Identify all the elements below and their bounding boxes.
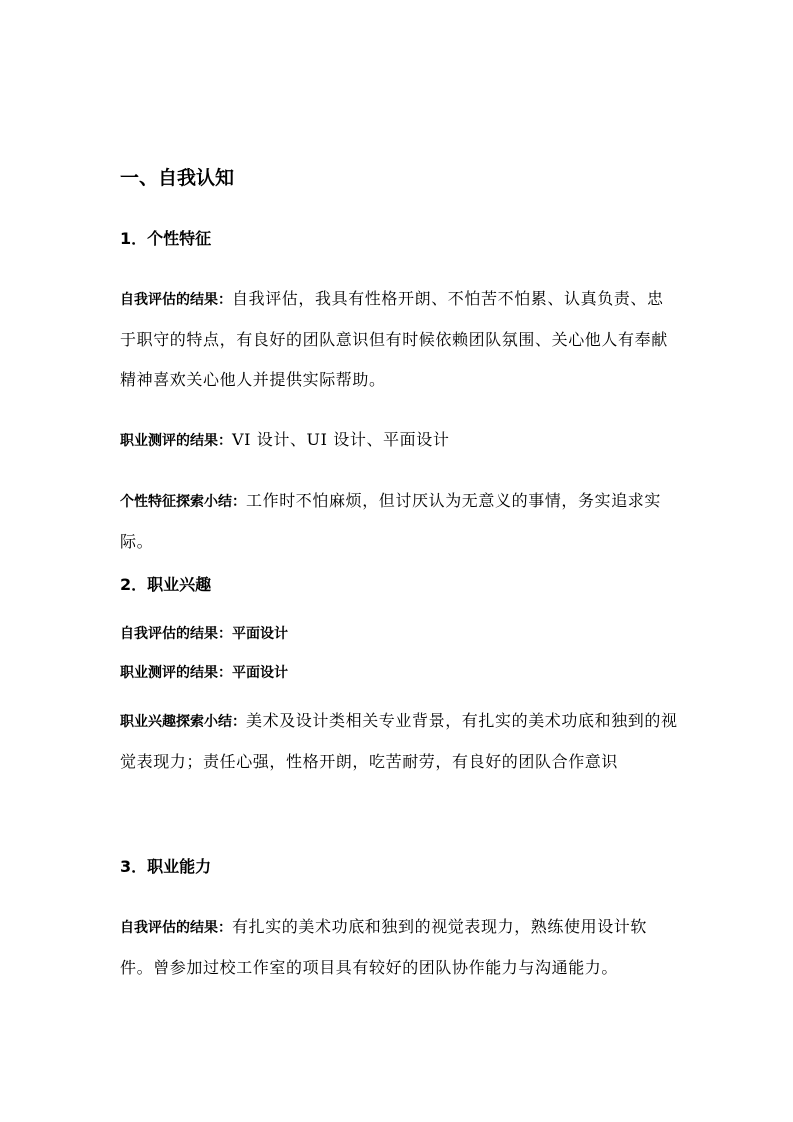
paragraph-self-assessment xyxy=(120,279,680,400)
paragraph-text: VI 设计、UI 设计、平面设计 xyxy=(232,430,450,449)
paragraph-label: 职业测评的结果： xyxy=(120,433,232,449)
section-heading: 一、自我认知 xyxy=(120,167,235,189)
line-value: 平面设计 xyxy=(232,665,288,681)
subsection-heading-interest: 2．职业兴趣 xyxy=(120,575,212,594)
paragraph-interest-summary xyxy=(120,701,680,782)
paragraph-career-test xyxy=(120,420,680,461)
subsection-heading-ability: 3．职业能力 xyxy=(120,857,212,876)
line-label: 自我评估的结果： xyxy=(120,626,232,642)
line-self-assessment xyxy=(120,622,680,646)
line-label: 职业测评的结果： xyxy=(120,665,232,681)
line-career-test xyxy=(120,661,680,685)
paragraph-label: 个性特征探索小结： xyxy=(120,494,246,510)
paragraph-text: 美术及设计类相关专业背景，有扎实的美术功底和独到的视觉表现力；责任心强，性格开朗，吃苦耐劳，有良好的团队合作意识 xyxy=(120,711,678,771)
line-value: 平面设计 xyxy=(232,626,288,642)
paragraph-text: 工作时不怕麻烦，但讨厌认为无意义的事情，务实追求实际。 xyxy=(120,491,662,551)
paragraph-label: 自我评估的结果： xyxy=(120,292,232,308)
paragraph-label: 自我评估的结果： xyxy=(120,920,232,936)
paragraph-personality-summary xyxy=(120,481,680,562)
subsection-heading-personality: 1．个性特征 xyxy=(120,229,212,248)
paragraph-text: 有扎实的美术功底和独到的视觉表现力，熟练使用设计软件。曾参加过校工作室的项目具有较好的团队协作能力与沟通能力。 xyxy=(120,917,648,977)
paragraph-ability-assessment xyxy=(120,907,680,988)
paragraph-label: 职业兴趣探索小结： xyxy=(120,714,246,730)
paragraph-text: 自我评估，我具有性格开朗、不怕苦不怕累、认真负责、忠于职守的特点，有良好的团队意识但有时候依赖团队氛围、关心他人有奉献精神喜欢关心他人并提供实际帮助。 xyxy=(120,289,668,389)
